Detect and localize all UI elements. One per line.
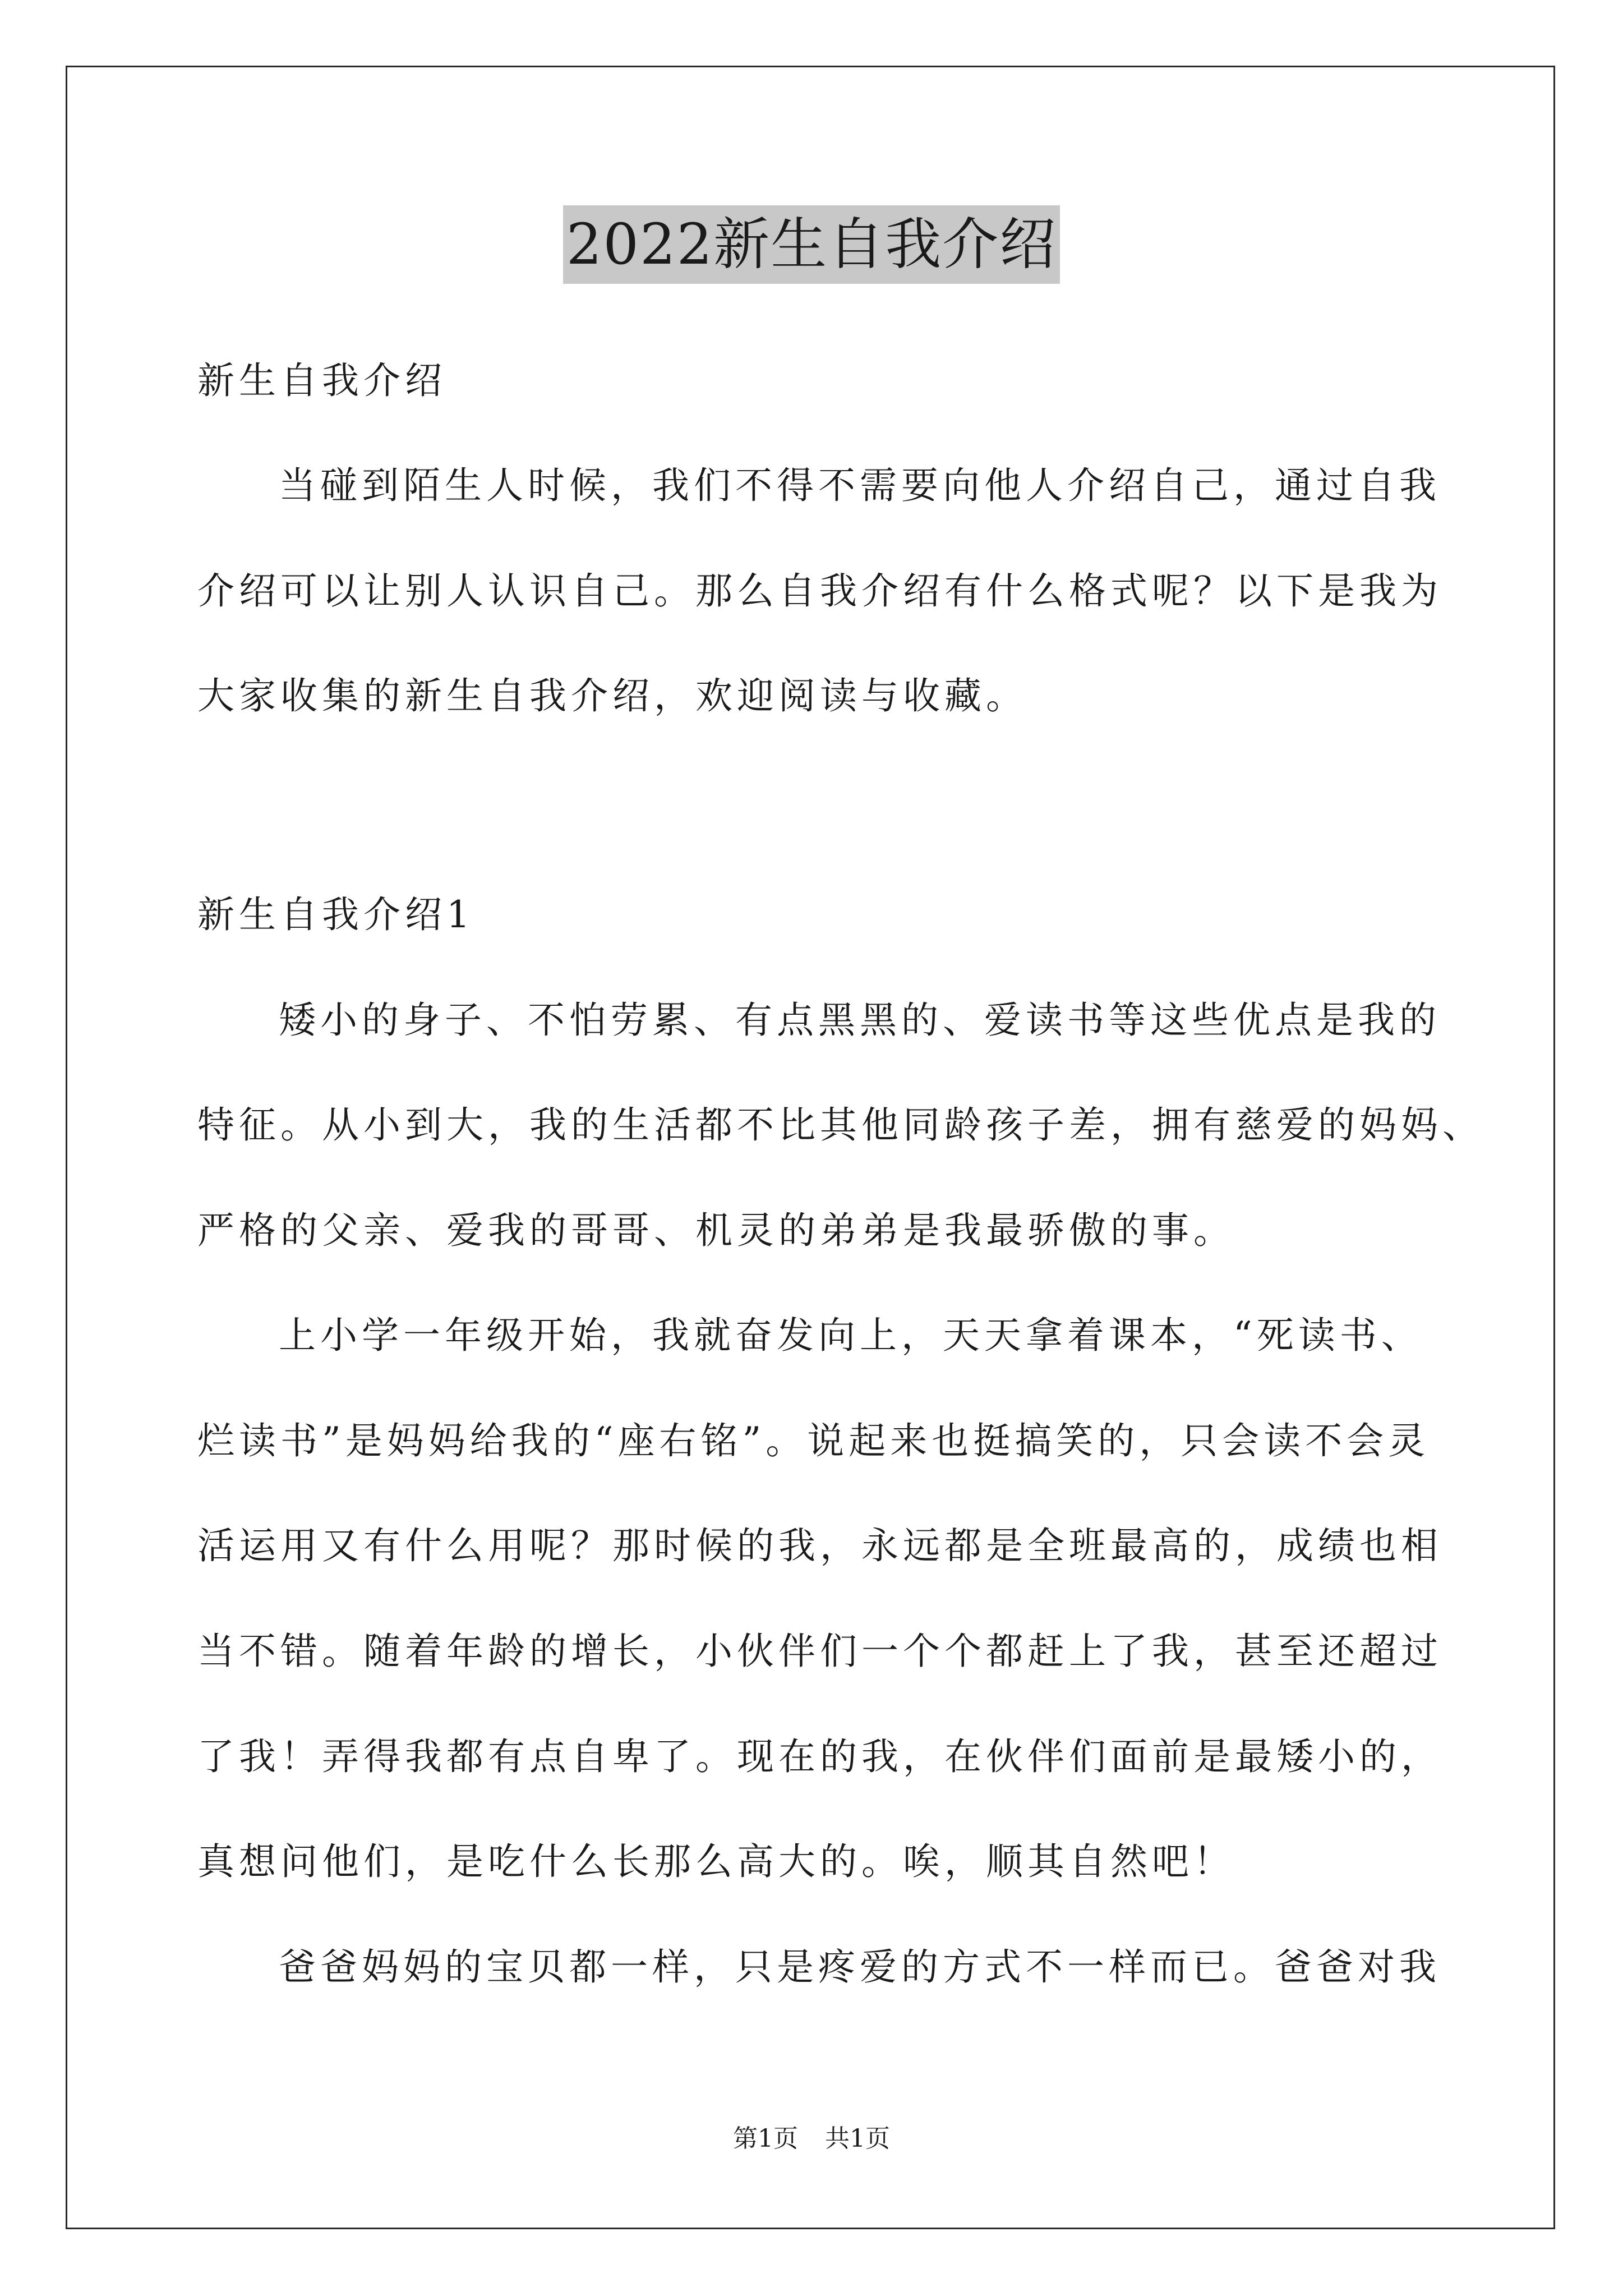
paragraph-line: 活运用又有什么用呢？那时候的我，永远都是全班最高的，成绩也相 bbox=[197, 1524, 1442, 1567]
page-total: 共1页 bbox=[825, 2124, 890, 2153]
paragraph-line: 介绍可以让别人认识自己。那么自我介绍有什么格式呢？以下是我为 bbox=[197, 569, 1442, 613]
paragraph-line: 上小学一年级开始，我就奋发向上，天天拿着课本，“死读书、 bbox=[279, 1314, 1423, 1357]
paragraph-line: 烂读书”是妈妈给我的“座右铭”。说起来也挺搞笑的，只会读不会灵 bbox=[197, 1419, 1430, 1462]
paragraph-line: 特征。从小到大，我的生活都不比其他同龄孩子差，拥有慈爱的妈妈、 bbox=[197, 1103, 1484, 1147]
paragraph-line: 大家收集的新生自我介绍，欢迎阅读与收藏。 bbox=[197, 674, 1027, 717]
document-title: 2022新生自我介绍 bbox=[563, 205, 1061, 284]
paragraph-line: 爸爸妈妈的宝贝都一样，只是疼爱的方式不一样而已。爸爸对我 bbox=[279, 1945, 1441, 1989]
title-container bbox=[0, 205, 1623, 284]
paragraph-line: 矮小的身子、不怕劳累、有点黑黑的、爱读书等这些优点是我的 bbox=[279, 999, 1441, 1042]
paragraph-line: 当不错。随着年龄的增长，小伙伴们一个个都赶上了我，甚至还超过 bbox=[197, 1630, 1442, 1673]
paragraph-line: 严格的父亲、爱我的哥哥、机灵的弟弟是我最骄傲的事。 bbox=[197, 1209, 1235, 1252]
paragraph-line: 了我！弄得我都有点自卑了。现在的我，在伙伴们面前是最矮小的， bbox=[197, 1735, 1442, 1778]
paragraph-line: 真想问他们，是吃什么长那么高大的。唉，顺其自然吧！ bbox=[197, 1840, 1235, 1883]
paragraph-line: 当碰到陌生人时候，我们不得不需要向他人介绍自己，通过自我 bbox=[279, 464, 1441, 507]
page-number: 第1页 bbox=[733, 2124, 798, 2153]
section-heading: 新生自我介绍1 bbox=[197, 893, 474, 936]
page-footer bbox=[0, 2122, 1623, 2156]
section-heading: 新生自我介绍 bbox=[197, 359, 446, 402]
